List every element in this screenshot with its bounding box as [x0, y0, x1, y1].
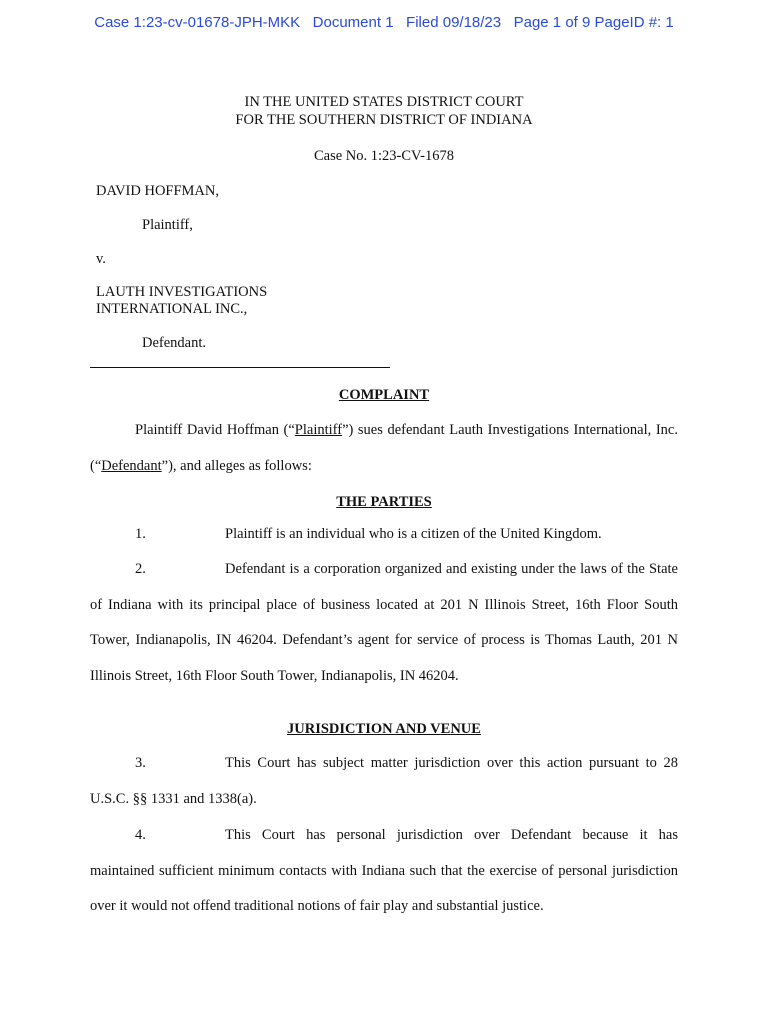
plaintiff-name: DAVID HOFFMAN, [96, 183, 220, 199]
paragraph-1: 1. Plaintiff is an individual who is a citizen of the United Kingdom. [90, 517, 678, 553]
court-name-line-1: IN THE UNITED STATES DISTRICT COURT [244, 94, 524, 110]
plaintiff-role: Plaintiff, [142, 217, 193, 233]
paragraph-2: 2. Defendant is a corporation organized and existing under the laws of the State of Indiana with its principal place of business located at 201 N Illinois Street, 16th Floor South Tower, Indianapolis, IN 46204. Defendant’s agent for service of process is Thomas Lauth, 201 N Illinois Street, 16th Floor South Tower, Indianapolis, IN 46204. [90, 552, 678, 694]
parties-heading: THE PARTIES [336, 494, 432, 510]
case-number: Case No. 1:23-CV-1678 [313, 148, 455, 164]
paragraph-3: 3. This Court has subject matter jurisdiction over this action pursuant to 28 U.S.C. §§ 1331 and 1338(a). [90, 746, 678, 817]
defendant-name-line-1: LAUTH INVESTIGATIONS [96, 284, 268, 300]
plaintiff-defined-term: Plaintiff [294, 422, 343, 438]
jurisdiction-heading: JURISDICTION AND VENUE [287, 721, 481, 737]
defendant-role: Defendant. [142, 335, 207, 351]
versus: v. [96, 251, 106, 267]
defendant-defined-term: Defendant [101, 457, 162, 474]
paragraph-number: 2. [135, 561, 146, 577]
complaint-title: COMPLAINT [338, 387, 430, 403]
ecf-header-stamp: Case 1:23-cv-01678-JPH-MKK Document 1 Filed 09/18/23 Page 1 of 9 PageID #: 1 [94, 14, 674, 31]
paragraph-number: 4. [135, 827, 146, 843]
intro-paragraph: Plaintiff David Hoffman (“Plaintiff”) sues defendant Lauth Investigations International, Inc. (“Defendant”), and alleges as follows: [90, 422, 678, 474]
court-name-line-2: FOR THE SOUTHERN DISTRICT OF INDIANA [235, 112, 533, 128]
paragraph-number: 1. [135, 526, 146, 542]
paragraph-number: 3. [135, 755, 146, 771]
defendant-name-line-2: INTERNATIONAL INC., [96, 301, 248, 317]
caption-divider [90, 367, 390, 368]
paragraph-4: 4. This Court has personal jurisdiction over Defendant because it has maintained sufficient minimum contacts with Indiana such that the exercise of personal jurisdiction over it would not offend traditional notions of fair play and substantial justice. [90, 818, 678, 925]
